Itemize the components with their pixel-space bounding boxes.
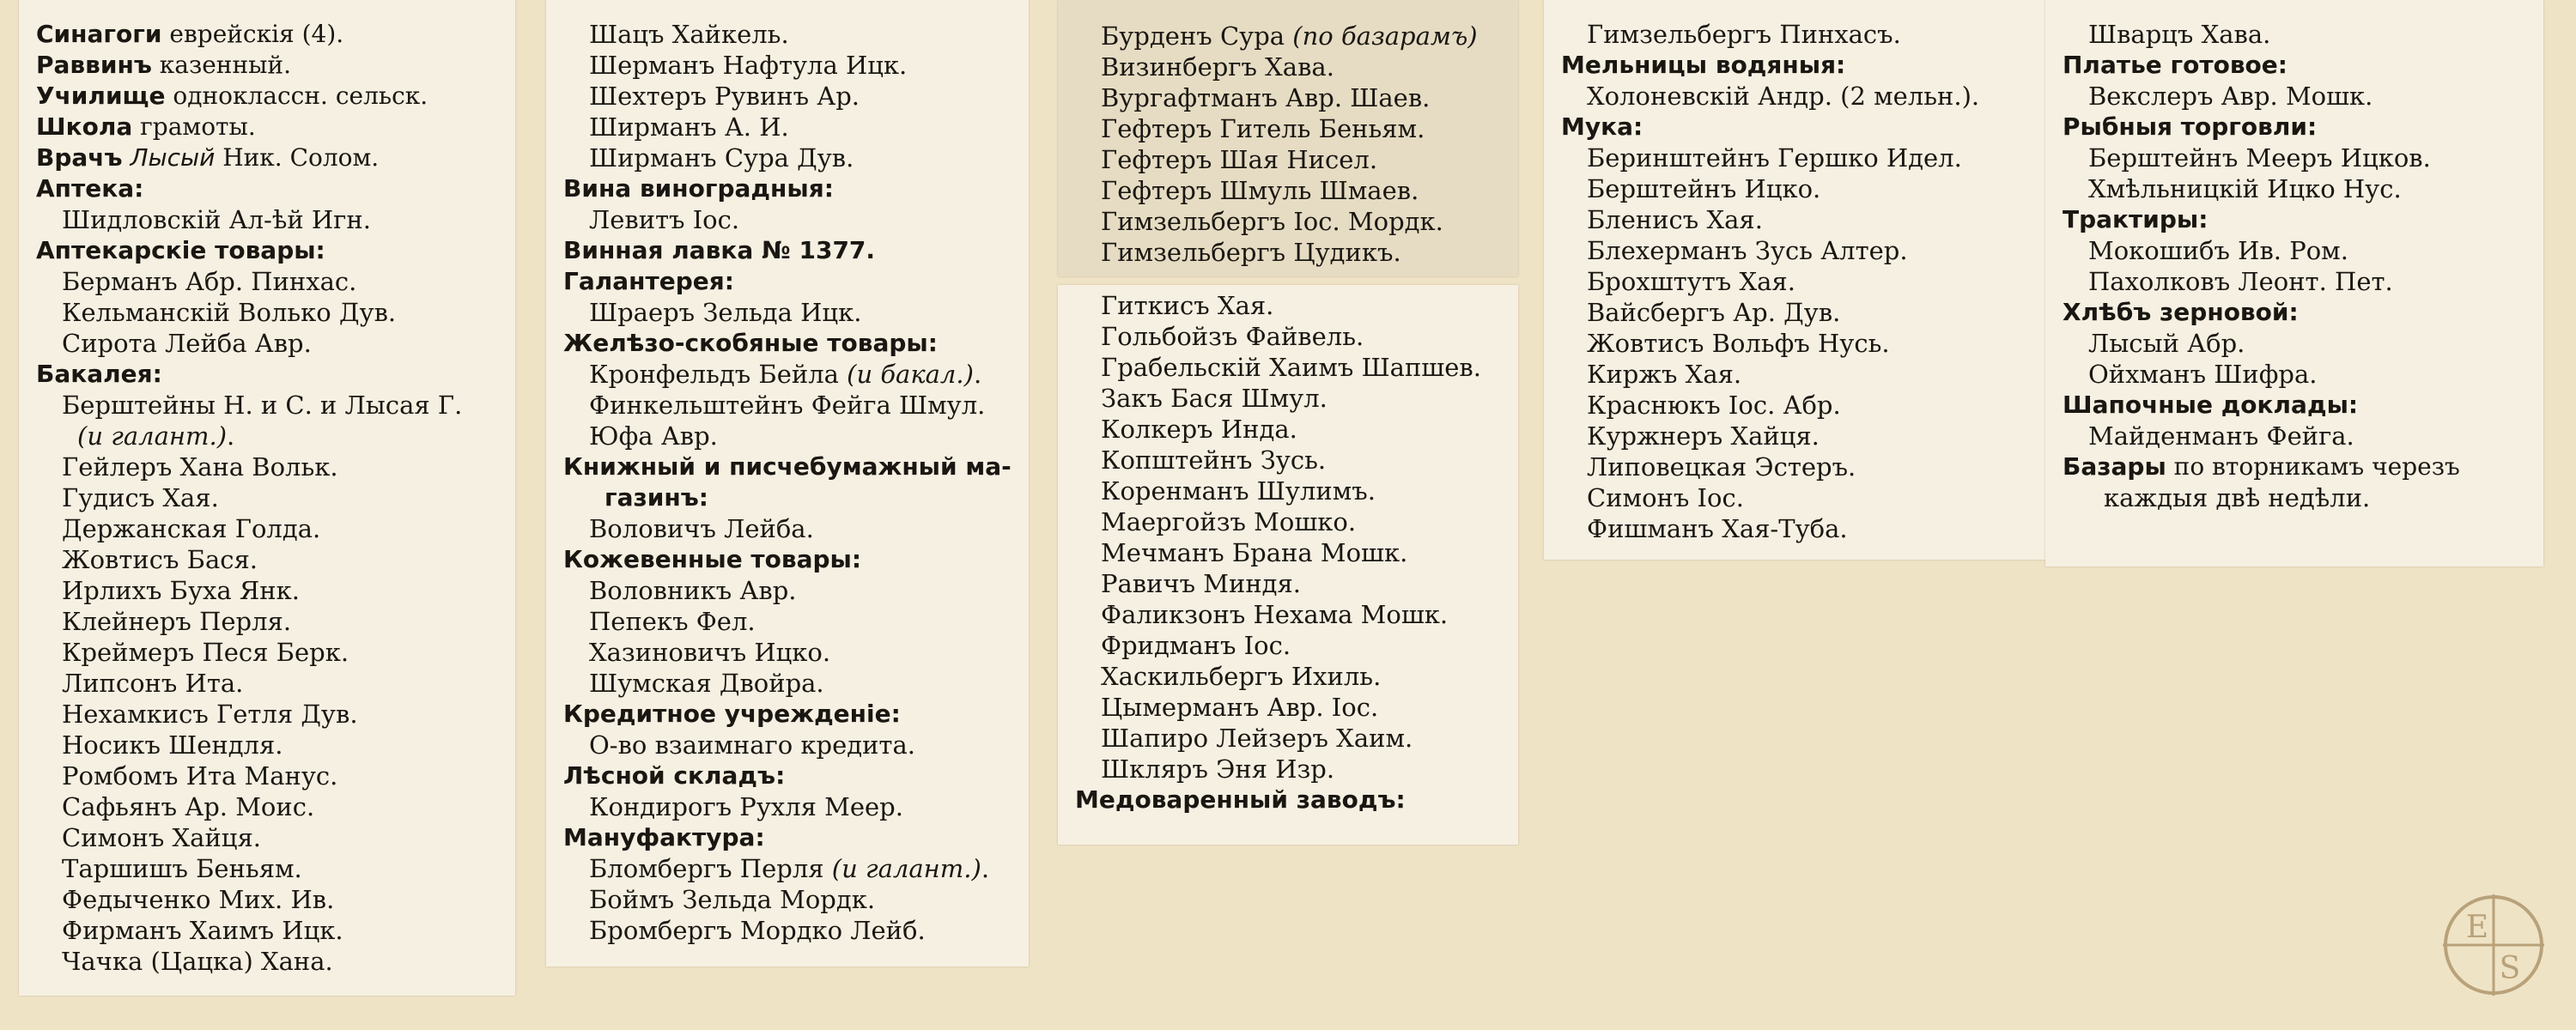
entry-text: Киржъ Хая. (1587, 360, 1742, 389)
entry-text: Липовецкая Эстеръ. (1587, 452, 1856, 482)
directory-entry (1561, 328, 2037, 359)
entry-note: еврейскія (4). (161, 20, 344, 48)
entry-text: Шапиро Лейзеръ Хаим. (1101, 724, 1413, 753)
entry-remark: (и бакал.) (838, 360, 974, 389)
entry-text: Мука: (1561, 112, 1643, 141)
compass-logo-icon (2441, 893, 2546, 997)
entry-text: Левитъ Іос. (589, 205, 740, 234)
entry-text: Рыбныя торговли: (2063, 112, 2318, 141)
directory-column-1 (19, 0, 515, 996)
directory-entry (563, 730, 1013, 760)
entry-text: Школа (36, 112, 133, 141)
directory-entry (2063, 142, 2528, 173)
entry-text: Вина виноградныя: (563, 174, 834, 203)
entry-text: Берштейны Н. и С. и Лысая Г. (62, 391, 463, 420)
entry-text: Липсонъ Ита. (62, 669, 244, 698)
directory-entry (2063, 328, 2528, 359)
entry-note: . (981, 854, 990, 883)
entry-text: Брохштутъ Хая. (1587, 267, 1795, 296)
directory-entry (36, 513, 500, 544)
directory-entry (1075, 537, 1503, 568)
directory-entry (2063, 266, 2528, 297)
section-heading (36, 235, 500, 266)
entry-text: Гефтеръ Шмуль Шмаев. (1101, 176, 1419, 205)
entry-text: Медоваренный заводъ: (1075, 785, 1406, 814)
entry-text: Гимзельбергъ Цудикъ. (1101, 238, 1401, 267)
directory-entry (1075, 237, 1503, 268)
entry-text: Книжный и писчебумажный ма- (563, 452, 1012, 481)
entry-text: Аптекарскіе товары: (36, 236, 325, 264)
entry-text: Аптека: (36, 174, 144, 203)
section-heading (563, 235, 1013, 266)
directory-entry (563, 853, 1013, 884)
directory-entry (563, 112, 1013, 142)
directory-entry (36, 451, 500, 482)
entry-note: Ник. Солом. (215, 143, 380, 172)
entry-text: Кельманскій Волько Дув. (62, 298, 397, 327)
entry-text: Гимзельбергъ Пинхасъ. (1587, 20, 1901, 49)
entry-text: Фишманъ Хая-Туба. (1587, 514, 1848, 543)
directory-entry (1561, 204, 2037, 235)
entry-text: Колкеръ Инда. (1101, 415, 1297, 444)
directory-entry (563, 575, 1013, 606)
directory-entry (1561, 390, 2037, 421)
entry-text: Мечманъ Брана Мошк. (1101, 538, 1408, 567)
entry-text: Гудисъ Хая. (62, 483, 219, 512)
directory-entry (1075, 144, 1503, 175)
directory-entry (1075, 206, 1503, 237)
section-heading (36, 359, 500, 390)
directory-entry (36, 791, 500, 822)
entry-text: Лѣсной складъ: (563, 761, 786, 790)
directory-entry (36, 204, 500, 235)
entry-text: Винная лавка № 1377. (563, 236, 876, 264)
entry-text: Бакалея: (36, 360, 162, 388)
entry-text: Кондирогъ Рухля Меер. (589, 792, 903, 821)
section-heading (563, 173, 1013, 204)
entry-text: Бромбергъ Мордко Лейб. (589, 916, 926, 945)
directory-column-3-bottom (1058, 285, 1518, 845)
section-heading (36, 142, 500, 173)
directory-entry (1075, 445, 1503, 476)
directory-entry (1561, 451, 2037, 482)
directory-entry (1075, 568, 1503, 599)
section-heading (563, 451, 1013, 482)
directory-entry (36, 946, 500, 977)
entry-text: Грабельскій Хаимъ Шапшев. (1101, 353, 1481, 382)
directory-entry (563, 50, 1013, 81)
entry-text: Мельницы водяныя: (1561, 51, 1846, 79)
entry-text: Креймеръ Песя Берк. (62, 638, 349, 667)
directory-entry (1075, 383, 1503, 414)
directory-entry (36, 730, 500, 760)
directory-entry (563, 142, 1013, 173)
entry-text: Юфа Авр. (589, 421, 718, 451)
directory-entry (1075, 113, 1503, 144)
directory-entry (36, 544, 500, 575)
section-heading (1075, 785, 1503, 815)
directory-entry (1075, 352, 1503, 383)
entry-text: Шумская Двойра. (589, 669, 824, 698)
directory-entry (2063, 235, 2528, 266)
entry-text: Чачка (Цацка) Хана. (62, 947, 333, 976)
directory-entry (563, 81, 1013, 112)
entry-text: Трактиры: (2063, 205, 2208, 233)
directory-entry (36, 328, 500, 359)
entry-text: Хаскильбергъ Ихиль. (1101, 662, 1382, 691)
directory-entry (36, 915, 500, 946)
entry-text: Воловичъ Лейба. (589, 514, 814, 543)
section-heading (2063, 297, 2528, 328)
entry-text: Училище (36, 82, 166, 110)
section-heading (563, 760, 1013, 791)
entry-text: Федыченко Мих. Ив. (62, 885, 335, 914)
entry-text: Нехамкисъ Гетля Дув. (62, 700, 358, 729)
entry-text: Держанская Голда. (62, 514, 321, 543)
directory-entry (36, 884, 500, 915)
directory-entry (36, 668, 500, 699)
directory-entry (36, 699, 500, 730)
section-heading (1561, 112, 2037, 142)
entry-text: Сирота Лейба Авр. (62, 329, 312, 358)
directory-entry (2063, 19, 2528, 50)
entry-text: Беринштейнъ Гершко Идел. (1587, 143, 1962, 173)
entry-text: Платье готовое: (2063, 51, 2287, 79)
entry-text: Фридманъ Іос. (1101, 631, 1291, 660)
entry-text: Шерманъ Нафтула Ицк. (589, 51, 908, 80)
directory-entry (1561, 421, 2037, 451)
entry-text: Ирлихъ Буха Янк. (62, 576, 300, 605)
directory-entry (1075, 21, 1503, 52)
entry-remark: Лысый (122, 143, 216, 172)
entry-text: Носикъ Шендля. (62, 730, 283, 760)
entry-text: Цымерманъ Авр. Іос. (1101, 693, 1379, 722)
entry-text: Шапочные доклады: (2063, 391, 2359, 419)
directory-entry (1075, 754, 1503, 785)
directory-entry (1075, 175, 1503, 206)
directory-entry (563, 19, 1013, 50)
entry-text: Кредитное учрежденіе: (563, 700, 901, 728)
directory-entry (1075, 321, 1503, 352)
entry-text: Бурденъ Сура (1101, 21, 1285, 51)
entry-text: Майденманъ Фейга. (2088, 421, 2354, 451)
section-heading (563, 822, 1013, 853)
logo-letter-s: S (2499, 951, 2521, 986)
entry-text: Шраеръ Зельда Ицк. (589, 298, 862, 327)
directory-column-3-top (1058, 0, 1518, 276)
entry-remark: (по базарамъ) (1285, 21, 1478, 51)
directory-entry (36, 822, 500, 853)
section-heading (2063, 451, 2528, 482)
section-heading (36, 112, 500, 142)
entry-text: Хмѣльницкій Ицко Нус. (2088, 174, 2402, 203)
entry-text: Таршишъ Беньям. (62, 854, 302, 883)
entry-text: Маергойзъ Мошко. (1101, 507, 1357, 536)
directory-entry (563, 513, 1013, 544)
directory-entry (1561, 297, 2037, 328)
directory-column-2 (546, 0, 1029, 966)
directory-entry (36, 853, 500, 884)
directory-entry (2063, 81, 2528, 112)
directory-entry (36, 266, 500, 297)
entry-text: Воловникъ Авр. (589, 576, 797, 605)
directory-entry (563, 668, 1013, 699)
directory-entry (563, 359, 1013, 390)
directory-entry (563, 637, 1013, 668)
entry-text: Желѣзо-скобяные товары: (563, 329, 938, 357)
entry-text: Шкляръ Эня Изр. (1101, 754, 1335, 784)
directory-entry (2063, 421, 2528, 451)
section-heading (563, 328, 1013, 359)
entry-text: Гефтеръ Шая Нисел. (1101, 145, 1378, 174)
section-heading (2063, 390, 2528, 421)
entry-text: Галантерея: (563, 267, 734, 295)
entry-text: Синагоги (36, 20, 162, 48)
section-heading (2063, 204, 2528, 235)
directory-entry (1075, 476, 1503, 506)
entry-text: Копштейнъ Зусь. (1101, 445, 1327, 475)
directory-entry (36, 421, 500, 451)
section-heading (563, 544, 1013, 575)
entry-text: Ойхманъ Шифра. (2088, 360, 2318, 389)
entry-text: Хазиновичъ Ицко. (589, 638, 831, 667)
section-heading (2063, 112, 2528, 142)
entry-text: Закъ Бася Шмул. (1101, 384, 1327, 413)
section-heading (563, 699, 1013, 730)
entry-text: Шварцъ Хава. (2088, 20, 2271, 49)
entry-text: О-во взаимнаго кредита. (589, 730, 915, 760)
entry-text: Фаликзонъ Нехама Мошк. (1101, 600, 1449, 629)
entry-text: Хлѣбъ зерновой: (2063, 298, 2299, 326)
directory-entry (1561, 173, 2037, 204)
entry-text: Врачъ (36, 143, 123, 172)
entry-text: Кронфельдъ Бейла (589, 360, 839, 389)
entry-text: Гефтеръ Гитель Беньям. (1101, 114, 1425, 143)
directory-entry (563, 915, 1013, 946)
directory-entry (1075, 661, 1503, 692)
directory-entry (36, 297, 500, 328)
directory-entry (1075, 692, 1503, 723)
entry-text: Мануфактура: (563, 823, 765, 851)
entry-text: Берманъ Абр. Пинхас. (62, 267, 357, 296)
directory-column-4 (1544, 0, 2052, 560)
directory-entry (1075, 599, 1503, 630)
entry-text: Бленисъ Хая. (1587, 205, 1763, 234)
entry-text: Симонъ Хайця. (62, 823, 261, 852)
directory-entry (2063, 359, 2528, 390)
directory-entry (36, 606, 500, 637)
entry-text: Кожевенные товары: (563, 545, 862, 573)
directory-entry (1561, 482, 2037, 513)
directory-entry (1561, 19, 2037, 50)
directory-entry (1561, 513, 2037, 544)
directory-entry (1075, 723, 1503, 754)
entry-text: Гимзельбергъ Іос. Мордк. (1101, 207, 1443, 236)
entry-text: Шидловскій Ал-ѣй Игн. (62, 205, 371, 234)
entry-remark: (и галант.) (823, 854, 981, 883)
directory-entry (2063, 173, 2528, 204)
entry-text: Ширманъ Сура Дув. (589, 143, 854, 173)
entry-text: Бломбергъ Перля (589, 854, 824, 883)
section-heading (36, 19, 500, 50)
entry-text: Визинбергъ Хава. (1101, 52, 1334, 82)
entry-text: Клейнеръ Перля. (62, 607, 292, 636)
directory-entry (1075, 630, 1503, 661)
entry-text: Фирманъ Хаимъ Ицк. (62, 916, 343, 945)
entry-text: Симонъ Іос. (1587, 483, 1744, 512)
entry-text: Лысый Абр. (2088, 329, 2245, 358)
directory-entry (563, 791, 1013, 822)
section-heading (1561, 50, 2037, 81)
entry-note: . (227, 421, 235, 451)
entry-text: газинъ: (605, 483, 708, 512)
entry-remark: (и галант.) (77, 421, 228, 451)
directory-entry (1561, 81, 2037, 112)
entry-text: Равичъ Миндя. (1101, 569, 1302, 598)
logo-letter-e: E (2465, 910, 2489, 945)
entry-text: Коренманъ Шулимъ. (1101, 476, 1376, 506)
directory-entry (2063, 482, 2528, 513)
entry-text: Финкельштейнъ Фейга Шмул. (589, 391, 986, 420)
entry-text: Боймъ Зельда Мордк. (589, 885, 876, 914)
entry-text: Жовтисъ Вольфъ Нусь. (1587, 329, 1890, 358)
directory-entry (1075, 414, 1503, 445)
directory-entry (563, 297, 1013, 328)
section-heading (563, 266, 1013, 297)
entry-note: грамоты. (132, 112, 256, 141)
entry-text: Мокошибъ Ив. Ром. (2088, 236, 2348, 265)
entry-text: Пахолковъ Леонт. Пет. (2088, 267, 2393, 296)
entry-text: Берштейнъ Мееръ Ицков. (2088, 143, 2431, 173)
entry-text: Краснюкъ Іос. Абр. (1587, 391, 1841, 420)
entry-note: казенный. (151, 51, 291, 79)
entry-text: каждыя двѣ недѣли. (2104, 483, 2371, 512)
directory-column-5 (2045, 0, 2543, 566)
entry-text: Раввинъ (36, 51, 152, 79)
directory-entry (1075, 82, 1503, 113)
directory-entry (1561, 266, 2037, 297)
directory-entry (1561, 142, 2037, 173)
entry-text: Пепекъ Фел. (589, 607, 756, 636)
directory-entry (36, 390, 500, 421)
directory-entry (36, 637, 500, 668)
entry-text: Холоневскій Андр. (2 мельн.). (1587, 82, 1980, 111)
entry-text: Блехерманъ Зусь Алтер. (1587, 236, 1908, 265)
directory-entry (36, 482, 500, 513)
directory-entry (1561, 359, 2037, 390)
entry-text: Сафьянъ Ар. Моис. (62, 792, 315, 821)
section-heading (36, 50, 500, 81)
entry-text: Ширманъ А. И. (589, 112, 789, 142)
directory-entry (563, 606, 1013, 637)
section-heading (2063, 50, 2528, 81)
section-heading (36, 173, 500, 204)
section-heading (36, 81, 500, 112)
directory-entry (1075, 506, 1503, 537)
entry-text: Гейлеръ Хана Вольк. (62, 452, 338, 482)
directory-entry (1075, 52, 1503, 82)
entry-text: Базары (2063, 452, 2166, 481)
entry-text: Куржнеръ Хайця. (1587, 421, 1820, 451)
entry-text: Берштейнъ Ицко. (1587, 174, 1821, 203)
entry-note: . (973, 360, 982, 389)
directory-entry (563, 390, 1013, 421)
entry-text: Жовтисъ Бася. (62, 545, 258, 574)
directory-entry (1561, 235, 2037, 266)
directory-entry (563, 204, 1013, 235)
entry-note: одноклассн. сельск. (165, 82, 428, 110)
section-heading (563, 482, 1013, 513)
entry-text: Гольбойзъ Файвель. (1101, 322, 1364, 351)
entry-text: Шацъ Хайкель. (589, 20, 789, 49)
entry-note: по вторникамъ черезъ (2166, 452, 2460, 481)
directory-entry (563, 884, 1013, 915)
entry-text: Ромбомъ Ита Манус. (62, 761, 338, 791)
entry-text: Гиткисъ Хая. (1101, 291, 1274, 320)
directory-entry (1075, 290, 1503, 321)
directory-entry (36, 760, 500, 791)
entry-text: Вайсбергъ Ар. Дув. (1587, 298, 1841, 327)
directory-entry (36, 575, 500, 606)
entry-text: Шехтеръ Рувинъ Ар. (589, 82, 860, 111)
entry-text: Вургафтманъ Авр. Шаев. (1101, 83, 1431, 112)
entry-text: Векслеръ Авр. Мошк. (2088, 82, 2373, 111)
directory-entry (563, 421, 1013, 451)
